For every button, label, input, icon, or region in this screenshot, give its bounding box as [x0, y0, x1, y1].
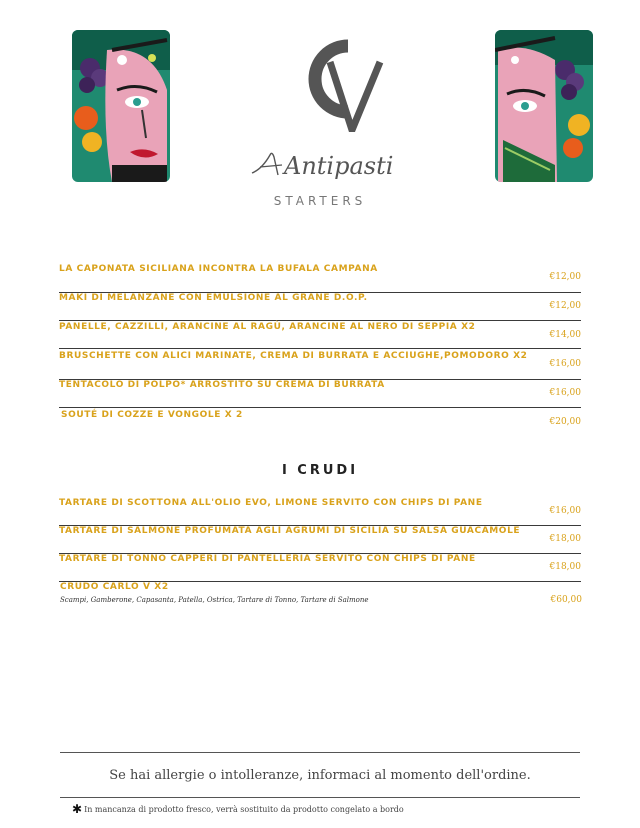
menu-item-price: €20,00: [549, 417, 581, 427]
menu-item-name: TARTARE DI SCOTTONA ALL'OLIO EVO, LIMONE SERVITO CON CHIPS DI PANE: [59, 498, 483, 508]
menu-item-name: TARTARE DI SALMONE PROFUMATA AGLI AGRUMI DI SICILIA SU SALSA GUACAMOLE: [59, 526, 521, 536]
subtitle-starters: STARTERS: [273, 194, 367, 208]
antipasti-script-text: Antipasti: [284, 152, 394, 180]
antipasti-script-heading: [248, 143, 398, 188]
divider: [60, 797, 580, 798]
menu-item-name: SOUTÉ DI COZZE E VONGOLE X 2: [61, 410, 243, 420]
menu-item-name: LA CAPONATA SICILIANA INCONTRA LA BUFALA CAMPANA: [59, 264, 378, 274]
menu-item-price: €12,00: [549, 272, 581, 282]
menu-item-price: €16,00: [549, 388, 581, 398]
menu-item: [59, 380, 581, 408]
menu-item-price: €16,00: [549, 359, 581, 369]
menu-item-name: CRUDO CARLO V X2: [60, 582, 169, 592]
menu-item-name: TARTARE DI TONNO CAPPERI DI PANTELLERIA SERVITO CON CHIPS DI PANE: [59, 554, 476, 564]
asterisk-icon: ✱: [72, 802, 83, 816]
menu-item: [61, 410, 581, 430]
menu-item-price: €18,00: [549, 562, 581, 572]
menu-item: [59, 526, 581, 554]
allergy-note: Se hai allergie o intolleranze, informaci al momento dell'ordine.: [109, 768, 531, 783]
menu-item: [59, 322, 581, 349]
decorative-artwork-right: [495, 30, 593, 182]
menu-item-name: TENTACOLO DI POLPO* ARROSTITO SU CREMA DI BURRATA: [59, 380, 385, 390]
menu-item-price: €16,00: [549, 506, 581, 516]
divider: [60, 752, 580, 753]
frozen-product-footnote: [72, 803, 404, 815]
carlo-v-logo: [290, 32, 386, 132]
menu-item-price: €14,00: [549, 330, 581, 340]
section-title-crudi: I CRUDI: [281, 463, 359, 478]
menu-item-description: Scampi, Gamberone, Capasanta, Patella, Ostrica, Tartare di Tonno, Tartare di Salmone: [60, 596, 369, 604]
menu-item: [60, 582, 582, 612]
menu-item-price: €12,00: [549, 301, 581, 311]
menu-item: [59, 554, 581, 582]
menu-item-name: BRUSCHETTE CON ALICI MARINATE, CREMA DI BURRATA E ACCIUGHE,POMODORO X2: [59, 351, 528, 361]
menu-item-price: €18,00: [549, 534, 581, 544]
menu-item-name: PANELLE, CAZZILLI, ARANCINE AL RAGÙ, ARANCINE AL NERO DI SEPPIA X2: [59, 322, 476, 332]
menu-item-name: MAKI DI MELANZANE CON EMULSIONE AL GRANE D.O.P.: [59, 293, 368, 303]
menu-item: [59, 264, 581, 293]
decorative-artwork-left: [72, 30, 170, 182]
footnote-text: In mancanza di prodotto fresco, verrà sostituito da prodotto congelato a bordo: [84, 804, 404, 814]
menu-item: [59, 351, 581, 380]
menu-item-price: €60,00: [550, 595, 582, 605]
menu-item: [59, 293, 581, 321]
menu-item: [59, 498, 581, 526]
